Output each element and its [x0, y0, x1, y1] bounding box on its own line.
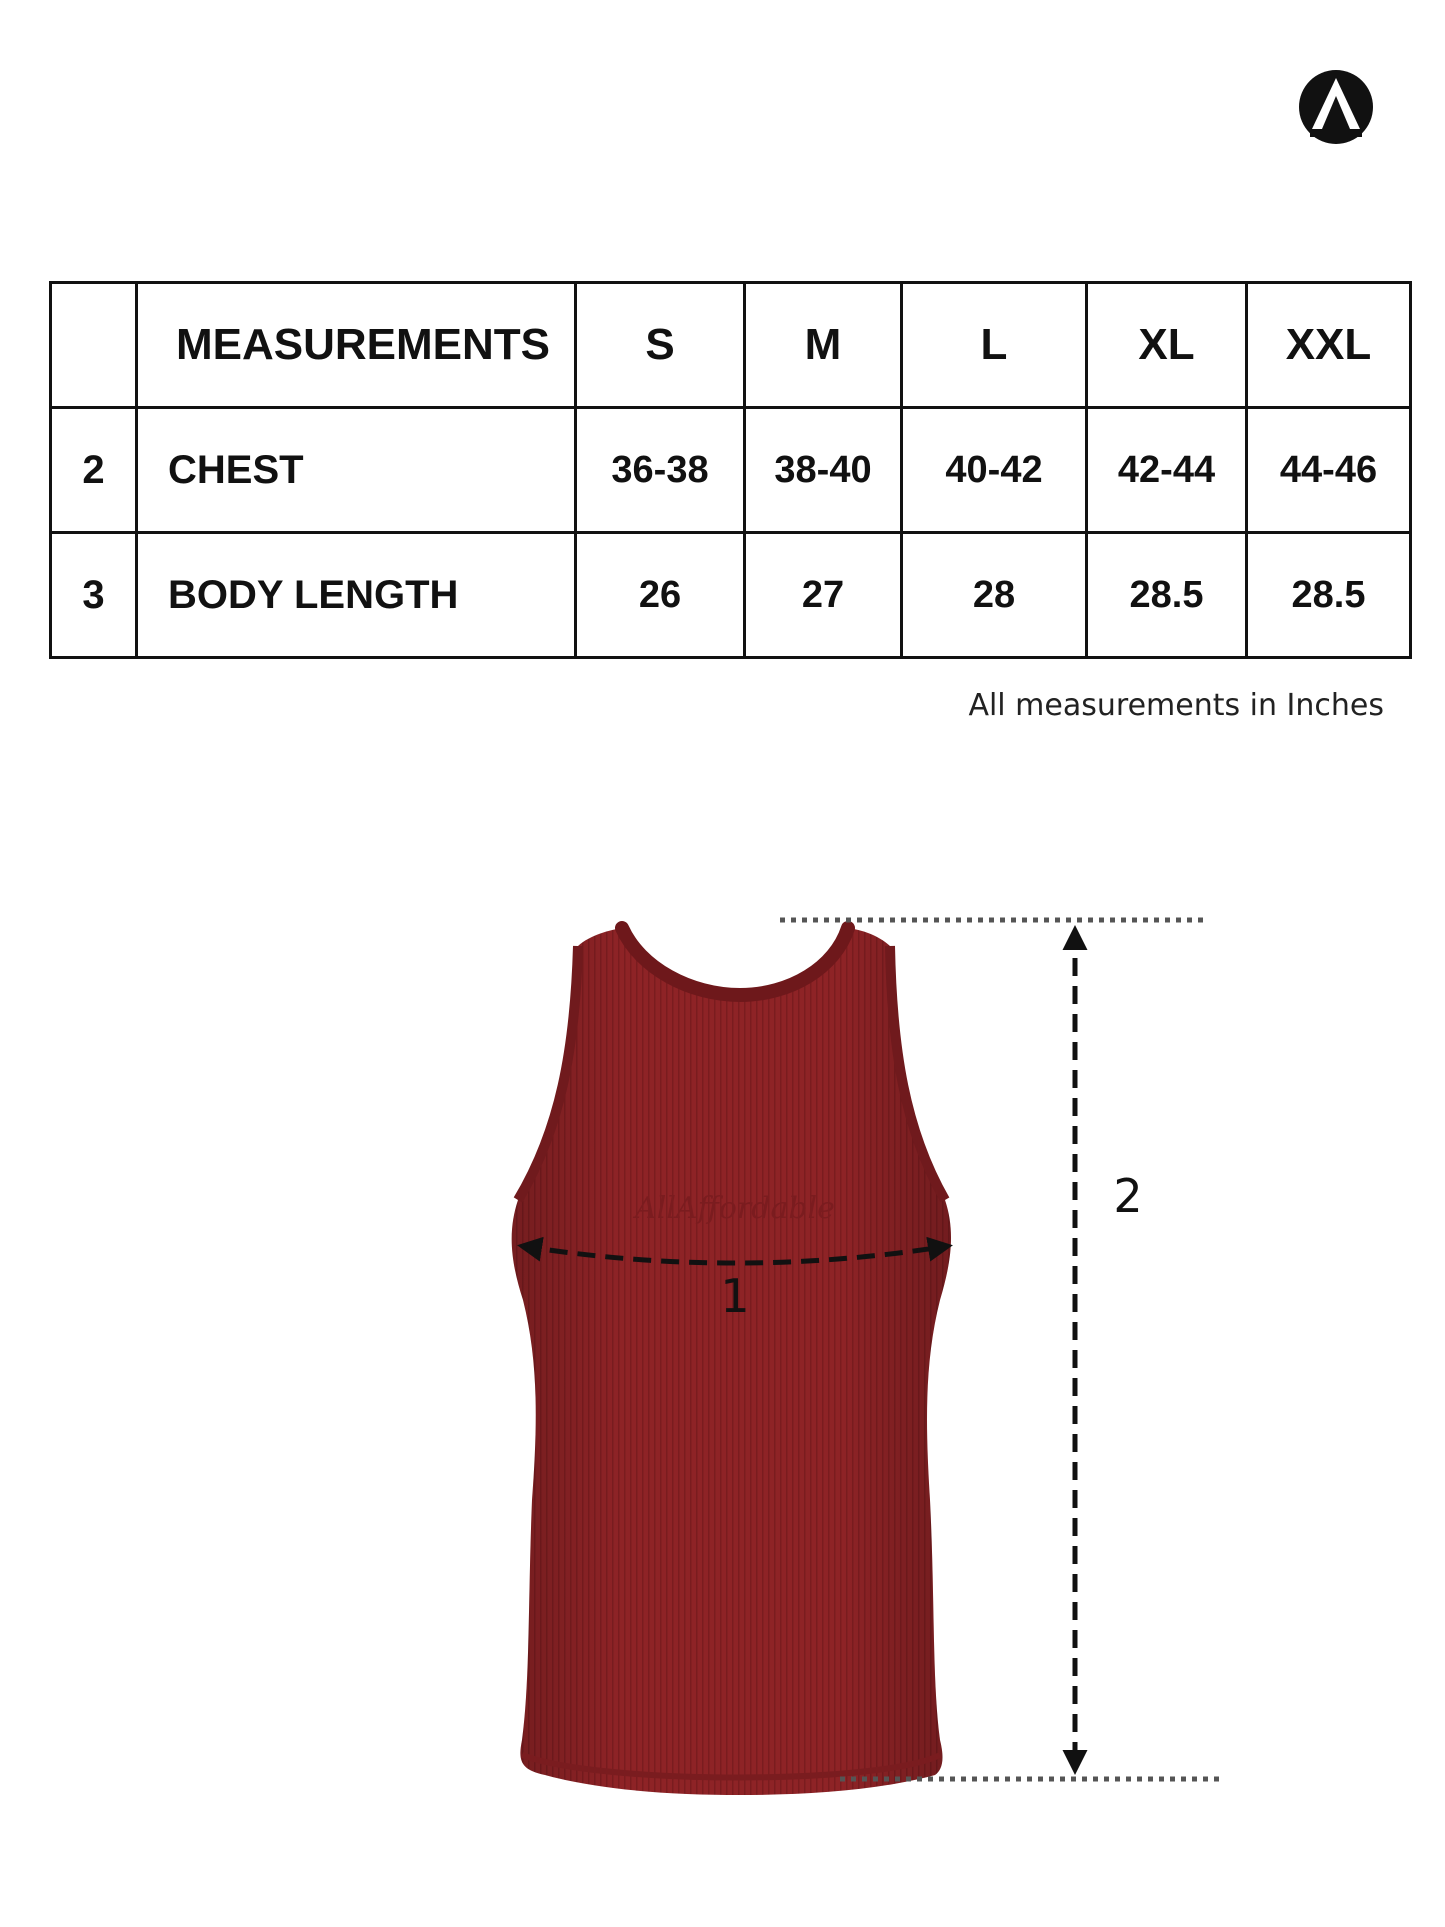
embroidery-text: AllAffordable — [635, 1191, 835, 1226]
header-size-xxl: XXL — [1247, 283, 1411, 408]
table-row-chest — [51, 408, 1411, 533]
table-cell: 40-42 — [902, 408, 1087, 533]
garment-measurement-diagram — [0, 880, 1445, 1900]
table-cell: 36-38 — [576, 408, 745, 533]
table-cell: 38-40 — [745, 408, 902, 533]
length-marker-label: 2 — [1113, 1169, 1143, 1223]
table-cell: 28 — [902, 533, 1087, 658]
table-cell: 28.5 — [1247, 533, 1411, 658]
table-header-row — [51, 283, 1411, 408]
brand-logo-icon — [1298, 69, 1374, 145]
table-row-body-length — [51, 533, 1411, 658]
header-measurements: MEASUREMENTS — [137, 283, 576, 408]
chest-marker-label: 1 — [720, 1269, 750, 1323]
table-cell: 44-46 — [1247, 408, 1411, 533]
row-number: 3 — [51, 533, 137, 658]
table-cell: 27 — [745, 533, 902, 658]
row-label: CHEST — [137, 408, 576, 533]
header-size-m: M — [745, 283, 902, 408]
size-chart-table — [49, 281, 1412, 659]
table-cell: 42-44 — [1087, 408, 1247, 533]
row-number: 2 — [51, 408, 137, 533]
header-size-l: L — [902, 283, 1087, 408]
table-cell: 26 — [576, 533, 745, 658]
header-size-s: S — [576, 283, 745, 408]
row-label: BODY LENGTH — [137, 533, 576, 658]
table-cell: 28.5 — [1087, 533, 1247, 658]
header-index — [51, 283, 137, 408]
header-size-xl: XL — [1087, 283, 1247, 408]
units-note: All measurements in Inches — [968, 688, 1384, 723]
